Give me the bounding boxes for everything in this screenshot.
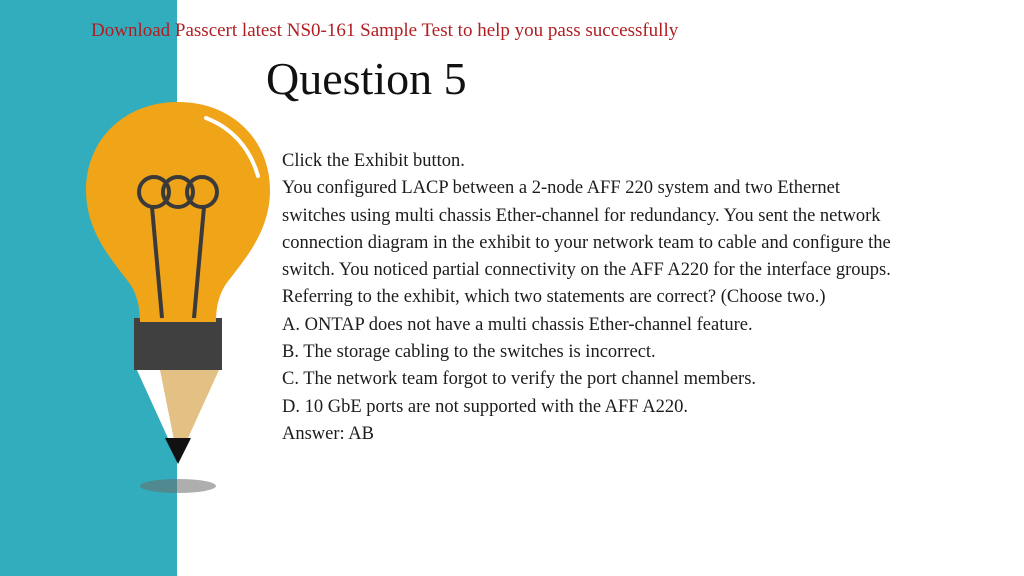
option-c: C. The network team forgot to verify the port channel members. [282, 369, 757, 390]
option-a: A. ONTAP does not have a multi chassis Ether-channel feature. [282, 314, 753, 335]
download-banner: Download Passcert latest NS0-161 Sample Test to help you pass successfully [91, 20, 679, 41]
question-line: connection diagram in the exhibit to your network team to cable and configure the [282, 232, 891, 253]
question-line: You configured LACP between a 2-node AFF 220 system and two Ethernet [282, 178, 841, 199]
page-title: Question 5 [266, 53, 467, 104]
option-b: B. The storage cabling to the switches is incorrect. [282, 342, 656, 363]
question-line: switch. You noticed partial connectivity on the AFF A220 for the interface groups. [282, 260, 891, 281]
question-line: Referring to the exhibit, which two statements are correct? (Choose two.) [282, 287, 826, 308]
option-d: D. 10 GbE ports are not supported with the AFF A220. [282, 396, 688, 417]
question-line: switches using multi chassis Ether-channel for redundancy. You sent the network [282, 205, 881, 226]
question-body [282, 148, 1017, 448]
answer-line: Answer: AB [282, 423, 374, 444]
instruction-line: Click the Exhibit button. [282, 151, 465, 171]
lightbulb-pencil-icon [82, 100, 272, 500]
